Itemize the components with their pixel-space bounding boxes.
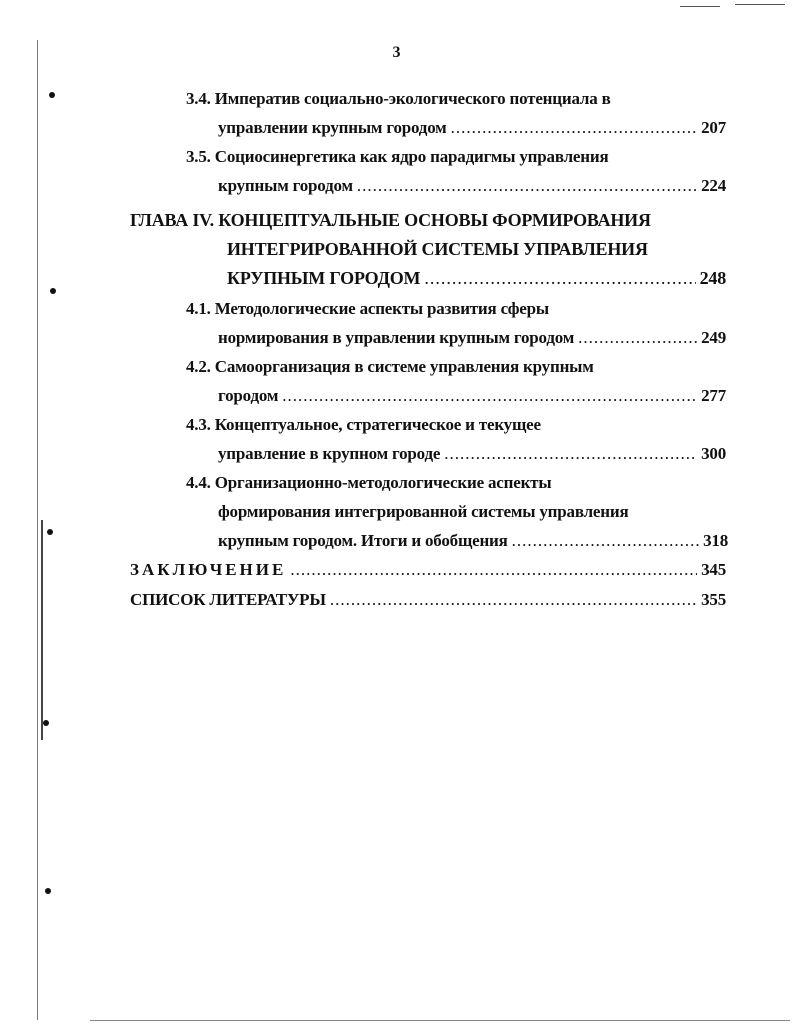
toc-entry-title: Императив социально-экологического потенциала в [214,89,611,108]
toc-entry-title: управление в крупном городе [218,444,441,463]
toc-conclusion-label: ЗАКЛЮЧЕНИЕ [130,560,287,579]
dot-leader [451,118,698,138]
toc-chapter-4-line2: ИНТЕГРИРОВАННОЙ СИСТЕМЫ УПРАВЛЕНИЯ [227,239,648,259]
toc-entry-title: Методологические аспекты развития сферы [214,299,549,318]
dot-leader [290,560,697,580]
toc-page-number: 277 [701,386,726,405]
toc-entry-number: 4.3. [186,415,211,434]
page-number: 3 [392,44,401,61]
toc-entry-title: Концептуальное, стратегическое и текущее [214,415,541,434]
toc-entry-4-1-line2 [218,328,726,348]
toc-entry-3-5-line1 [186,147,608,167]
toc-page-number: 345 [701,560,726,579]
toc-entry-title: крупным городом. Итоги и обобщения [218,531,508,550]
toc-entry-number: 3.4. [186,89,211,108]
toc-page-number: 355 [701,590,726,609]
punch-hole-mark [43,720,49,726]
toc-page-number: 207 [701,118,726,137]
toc-entry-title: городом [218,386,279,405]
dot-leader [578,328,697,348]
toc-references [130,590,726,610]
toc-references-label: СПИСОК ЛИТЕРАТУРЫ [130,590,326,609]
scan-edge-line-bold [41,520,43,740]
scan-edge-line [37,40,38,1020]
toc-page-number: 300 [701,444,726,463]
toc-entry-4-4-line1 [186,473,551,493]
toc-entry-4-2-line1 [186,357,594,377]
toc-entry-4-3-line1 [186,415,541,435]
scan-top-line [680,6,720,7]
dot-leader [282,386,697,406]
toc-chapter-4-line3 [227,268,726,288]
toc-entry-number: 4.1. [186,299,211,318]
punch-hole-mark [47,529,53,535]
toc-entry-3-4-line2 [218,118,726,138]
toc-chapter-title: КРУПНЫМ ГОРОДОМ [227,268,421,288]
scan-top-line [735,4,785,5]
toc-entry-4-3-line2 [218,444,726,464]
punch-hole-mark [45,888,51,894]
punch-hole-mark [50,288,56,294]
toc-entry-number: 4.2. [186,357,211,376]
toc-entry-4-4-line3 [218,531,728,551]
toc-entry-number: 4.4. [186,473,211,492]
toc-entry-number: 3.5. [186,147,211,166]
toc-entry-4-2-line2 [218,386,726,406]
toc-entry-4-1-line1 [186,299,549,319]
toc-page-number: 318 [703,531,728,550]
dot-leader [330,590,697,610]
toc-entry-3-5-line2 [218,176,726,196]
toc-entry-title: управлении крупным городом [218,118,447,137]
toc-chapter-4-line1: ГЛАВА IV. КОНЦЕПТУАЛЬНЫЕ ОСНОВЫ ФОРМИРОВАНИЯ [130,210,651,230]
toc-entry-3-4-line1 [186,89,611,109]
toc-entry-title: Организационно-методологические аспекты [214,473,552,492]
toc-entry-title: крупным городом [218,176,353,195]
toc-conclusion [130,560,726,580]
dot-leader [357,176,697,196]
toc-entry-title: Самоорганизация в системе управления крупным [214,357,594,376]
punch-hole-mark [49,92,55,98]
dot-leader [444,444,697,464]
toc-entry-4-4-line2: формирования интегрированной системы управления [218,502,629,521]
dot-leader [512,531,699,551]
toc-entry-title: Социосинергетика как ядро парадигмы управления [214,147,609,166]
toc-page-number: 248 [699,268,726,288]
toc-page-number: 224 [701,176,726,195]
dot-leader [424,268,695,288]
toc-entry-title: нормирования в управлении крупным городом [218,328,575,347]
scan-bottom-line [90,1020,790,1021]
toc-page-number: 249 [701,328,726,347]
